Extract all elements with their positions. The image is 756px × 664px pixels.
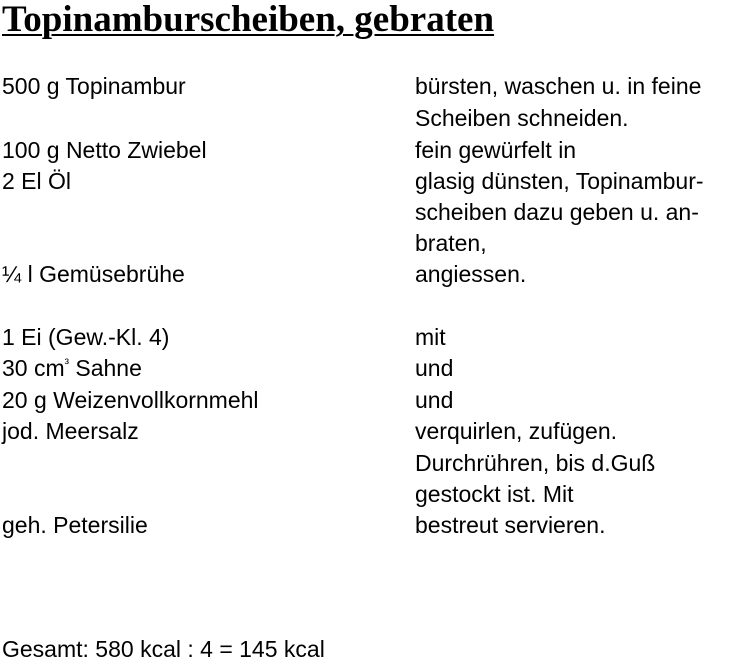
instruction-line: und (415, 387, 454, 413)
calorie-total: Gesamt: 580 kcal : 4 = 145 kcal (2, 636, 325, 662)
ingredient-oel: 2 El Öl (2, 168, 72, 194)
instruction-line: verquirlen, zufügen. (415, 418, 618, 444)
instruction-line: bestreut servieren. (415, 512, 606, 538)
recipe-title: Topinamburscheiben, gebraten (2, 0, 495, 40)
instruction-line: braten, (415, 230, 487, 256)
ingredient-sahne (2, 353, 142, 383)
instruction-line: glasig dünsten, Topinambur- (415, 168, 704, 194)
instruction-line: angiessen. (415, 261, 527, 287)
ingredient-zwiebel: 100 g Netto Zwiebel (2, 137, 207, 163)
instruction-line: gestockt ist. Mit (415, 481, 574, 507)
instruction-line: scheiben dazu geben u. an- (415, 199, 699, 225)
ingredient-sahne-superscript: ³ (64, 355, 69, 371)
instruction-line: Durchrühren, bis d.Guß (415, 450, 656, 476)
instruction-line: fein gewürfelt in (415, 137, 577, 163)
ingredient-topinambur: 500 g Topinambur (2, 73, 186, 99)
ingredient-meersalz: jod. Meersalz (2, 418, 139, 444)
ingredient-sahne-name: Sahne (68, 355, 142, 381)
ingredient-weizenvollkornmehl: 20 g Weizenvollkornmehl (2, 387, 259, 413)
ingredient-ei: 1 Ei (Gew.-Kl. 4) (2, 324, 170, 350)
instruction-line: bürsten, waschen u. in feine (415, 73, 702, 99)
ingredient-sahne-amount: 30 cm (2, 355, 65, 381)
instruction-line: Scheiben schneiden. (415, 105, 629, 131)
instruction-line: mit (415, 324, 446, 350)
instruction-line: und (415, 355, 454, 381)
ingredient-petersilie: geh. Petersilie (2, 512, 148, 538)
ingredient-gemuesebruehe: ¼ l Gemüsebrühe (2, 261, 185, 287)
